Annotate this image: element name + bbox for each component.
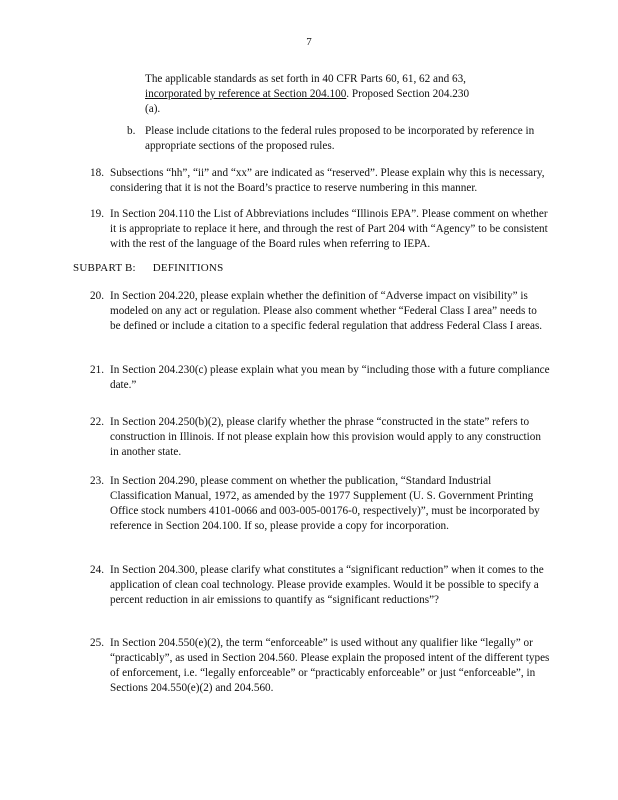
- continuation-line-3: (a).: [145, 103, 161, 115]
- list-item-24: [90, 563, 550, 608]
- item-number: 22.: [90, 416, 104, 428]
- list-item-19: [90, 207, 550, 252]
- subpart-heading: [73, 261, 223, 276]
- continuation-line-1: The applicable standards as set forth in 40 CFR Parts 60, 61, 62 and 63,: [145, 73, 466, 85]
- list-item-21: [90, 363, 550, 393]
- item-text: Please include citations to the federal rules proposed to be incorporated by reference in appropriate sections of the proposed rules.: [145, 125, 535, 152]
- continuation-paragraph: [145, 72, 505, 117]
- item-number: 25.: [90, 637, 104, 649]
- item-text: In Section 204.220, please explain whether the definition of “Adverse impact on visibility” is modeled on any act or regulation. Please also comment whether “Federal Class I area” needs to be defined or include a citation to a specific federal regulation that address Federal Class I areas.: [110, 290, 543, 332]
- item-number: 20.: [90, 290, 104, 302]
- item-number: 18.: [90, 167, 104, 179]
- item-number: 19.: [90, 208, 104, 220]
- item-number: 23.: [90, 475, 104, 487]
- item-text: Subsections “hh”, “ii” and “xx” are indicated as “reserved”. Please explain why this is necessary, considering that it is not the Board’s practice to reserve numbering in this manner.: [110, 167, 545, 194]
- list-item-18: [90, 166, 550, 196]
- item-text: In Section 204.230(c) please explain what you mean by “including those with a future compliance date.”: [110, 364, 550, 391]
- item-text: In Section 204.250(b)(2), please clarify whether the phrase “constructed in the state” refers to construction in Illinois. If not please explain how this provision would apply to any construction in another state.: [110, 416, 541, 458]
- list-item-20: [90, 289, 550, 334]
- continuation-line-2: [145, 87, 505, 102]
- list-item-22: [90, 415, 550, 460]
- item-text: In Section 204.300, please clarify what constitutes a “significant reduction” when it comes to the application of clean coal technology. Please provide examples. Would it be possible to specify a percent reduction in air emissions to quantify as “significant reductions”?: [110, 564, 544, 606]
- item-label: b.: [127, 125, 136, 137]
- continuation-line-2-rest: . Proposed Section 204.230: [346, 88, 470, 100]
- item-text: In Section 204.110 the List of Abbreviations includes “Illinois EPA”. Please comment on whether it is appropriate to replace it here, and through the rest of Part 204 with “Agency” to be consistent with the rest of the language of the Board rules when referring to IEPA.: [110, 208, 548, 250]
- subpart-label: SUBPART B:: [73, 262, 136, 274]
- list-item-b: [127, 124, 547, 154]
- incorporated-by-reference-phrase: incorporated by reference at Section 204.100: [145, 88, 347, 100]
- list-item-25: [90, 636, 550, 696]
- item-text: In Section 204.550(e)(2), the term “enforceable” is used without any qualifier like “legally” or “practicably”, as used in Section 204.560. Please explain the proposed intent of the different types of enforcement, i.e. “legally enforceable” or “practicably enforceable” or just “enforceable”, in Sections 204.550(e)(2) and 204.560.: [110, 637, 550, 694]
- item-number: 24.: [90, 564, 104, 576]
- page-number: 7: [306, 36, 312, 48]
- subpart-title: DEFINITIONS: [152, 262, 224, 274]
- item-text: In Section 204.290, please comment on whether the publication, “Standard Industrial Classification Manual, 1972, as amended by the 1977 Supplement (U. S. Government Printing Office stock numbers 4101-0066 and 003-005-00176-0, respectively)”, must be incorporated by reference in Section 204.100. If so, please provide a copy for incorporation.: [110, 475, 540, 532]
- list-item-23: [90, 474, 550, 534]
- item-number: 21.: [90, 364, 104, 376]
